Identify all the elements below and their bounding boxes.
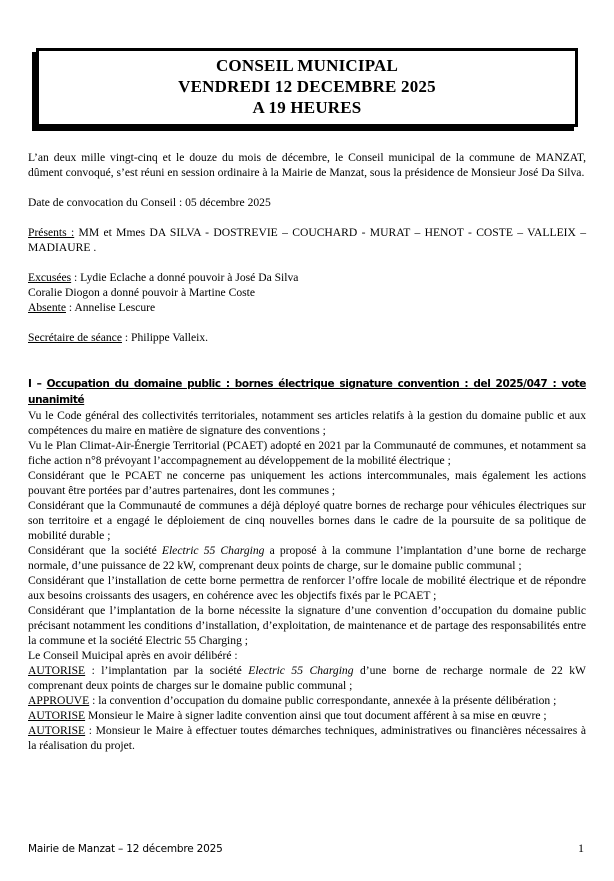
paragraph bbox=[28, 543, 586, 573]
footer bbox=[28, 841, 584, 856]
paragraph bbox=[28, 270, 586, 285]
page-number: 1 bbox=[578, 841, 584, 855]
paragraph bbox=[28, 573, 586, 603]
document-content bbox=[28, 150, 586, 753]
text-run: Considérant que la Communauté de communes a déjà déployé quatre bornes de recharge pour véhicules électriques sur son territoire et a engagé le déploiement de cinq nouvelles bornes dans le cadre de la poursuite de sa politique de mobilité durable ; bbox=[28, 499, 586, 542]
text-run: : l’implantation par la société bbox=[85, 664, 249, 677]
text-run: Electric 55 Charging bbox=[248, 664, 354, 677]
text-run: : la convention d’occupation du domaine public correspondante, annexée à la présente délibération ; bbox=[89, 694, 557, 707]
paragraph bbox=[28, 225, 586, 255]
title-line-2: VENDREDI 12 DECEMBRE 2025 bbox=[178, 77, 436, 96]
paragraph bbox=[28, 195, 586, 210]
text-run: : Philippe Valleix. bbox=[121, 331, 209, 344]
text-run: Monsieur le Maire à signer ladite convention ainsi que tout document afférent à sa mise en œuvre ; bbox=[85, 709, 547, 722]
paragraph bbox=[28, 408, 586, 438]
text-run: Considérant que le PCAET ne concerne pas uniquement les actions intercommunales, mais également les actions pouvant être portées par d’autres partenaires, dont les communes ; bbox=[28, 469, 586, 497]
text-run: AUTORISE bbox=[28, 724, 86, 737]
text-run: Electric 55 Charging bbox=[161, 544, 265, 557]
paragraph bbox=[28, 663, 586, 693]
paragraph bbox=[28, 468, 586, 498]
paragraph bbox=[28, 723, 586, 753]
text-run: AUTORISE bbox=[28, 664, 86, 677]
text-run: I – bbox=[28, 378, 47, 390]
title-line-3: A 19 HEURES bbox=[252, 98, 362, 117]
paragraph bbox=[28, 330, 586, 345]
text-run: Considérant que la société bbox=[28, 544, 162, 557]
text-run: Coralie Diogon a donné pouvoir à Martine Coste bbox=[28, 286, 255, 299]
text-run: APPROUVE bbox=[28, 694, 90, 707]
text-run: : Lydie Eclache a donné pouvoir à José Da Silva bbox=[71, 271, 299, 284]
paragraph bbox=[28, 648, 586, 663]
text-run: Date de convocation du Conseil : 05 décembre 2025 bbox=[28, 196, 271, 209]
text-run: Excusées bbox=[28, 271, 72, 284]
section-heading bbox=[28, 376, 586, 408]
title-box bbox=[36, 48, 578, 127]
text-run: a proposé à la commune l’implantation d’une borne de recharge normale, d’une puissance de 22 kW, comprenant deux points de charge, sur le domaine public communal ; bbox=[28, 544, 586, 572]
footer-text: Mairie de Manzat – 12 décembre 2025 bbox=[28, 843, 223, 855]
text-run: Vu le Code général des collectivités territoriales, notamment ses articles relatifs à la gestion du domaine public et aux compétences du maire en matière de signature des conventions ; bbox=[28, 409, 586, 437]
paragraph bbox=[28, 693, 586, 708]
paragraph bbox=[28, 285, 586, 300]
title-line-1: CONSEIL MUNICIPAL bbox=[215, 56, 399, 75]
paragraph bbox=[28, 150, 586, 180]
text-run: Le Conseil Muicipal après en avoir délibéré : bbox=[28, 649, 238, 662]
text-run: Occupation du domaine public : bornes électrique signature convention : del 2025/047 : vote unanimité bbox=[28, 378, 586, 406]
text-run: Absente bbox=[28, 301, 66, 314]
text-run: Présents : bbox=[28, 226, 75, 239]
text-run: Considérant que l’installation de cette borne permettra de renforcer l’offre locale de mobilité électrique et de répondre aux besoins croissants des usagers, en cohérence avec les objectifs fixés par le PCAET ; bbox=[28, 574, 586, 602]
text-run: : Monsieur le Maire à effectuer toutes démarches techniques, administratives ou financières nécessaires à la réalisation du projet. bbox=[28, 724, 586, 752]
text-run: L’an deux mille vingt-cinq et le douze du mois de décembre, le Conseil municipal de la commune de MANZAT, dûment convoqué, s’est réuni en session ordinaire à la Mairie de Manzat, sous la présidence de Monsieur José Da Silva. bbox=[28, 151, 586, 179]
paragraph bbox=[28, 603, 586, 648]
text-run: AUTORISE bbox=[28, 709, 86, 722]
paragraph bbox=[28, 300, 586, 315]
text-run: d’une borne de recharge normale de 22 kW comprenant deux points de charges sur le domaine public communal ; bbox=[28, 664, 587, 692]
paragraph bbox=[28, 708, 586, 723]
paragraph bbox=[28, 438, 586, 468]
text-run: : Annelise Lescure bbox=[66, 301, 156, 314]
paragraph bbox=[28, 498, 586, 543]
text-run: MM et Mmes DA SILVA - DOSTREVIE – COUCHARD - MURAT – HENOT - COSTE – VALLEIX – MADIAURE . bbox=[28, 226, 587, 254]
text-run: Considérant que l’implantation de la borne nécessite la signature d’une convention d’occupation du domaine public précisant notamment les conditions d’installation, d’exploitation, de maintenance et de partage des responsabilités entre la commune et la société Electric 55 Charging ; bbox=[28, 604, 586, 647]
text-run: Secrétaire de séance bbox=[28, 331, 122, 344]
text-run: Vu le Plan Climat-Air-Énergie Territorial (PCAET) adopté en 2021 par la Communauté de communes, et notamment sa fiche action n°8 prévoyant l’accompagnement au développement de la mobilité électrique ; bbox=[28, 439, 586, 467]
